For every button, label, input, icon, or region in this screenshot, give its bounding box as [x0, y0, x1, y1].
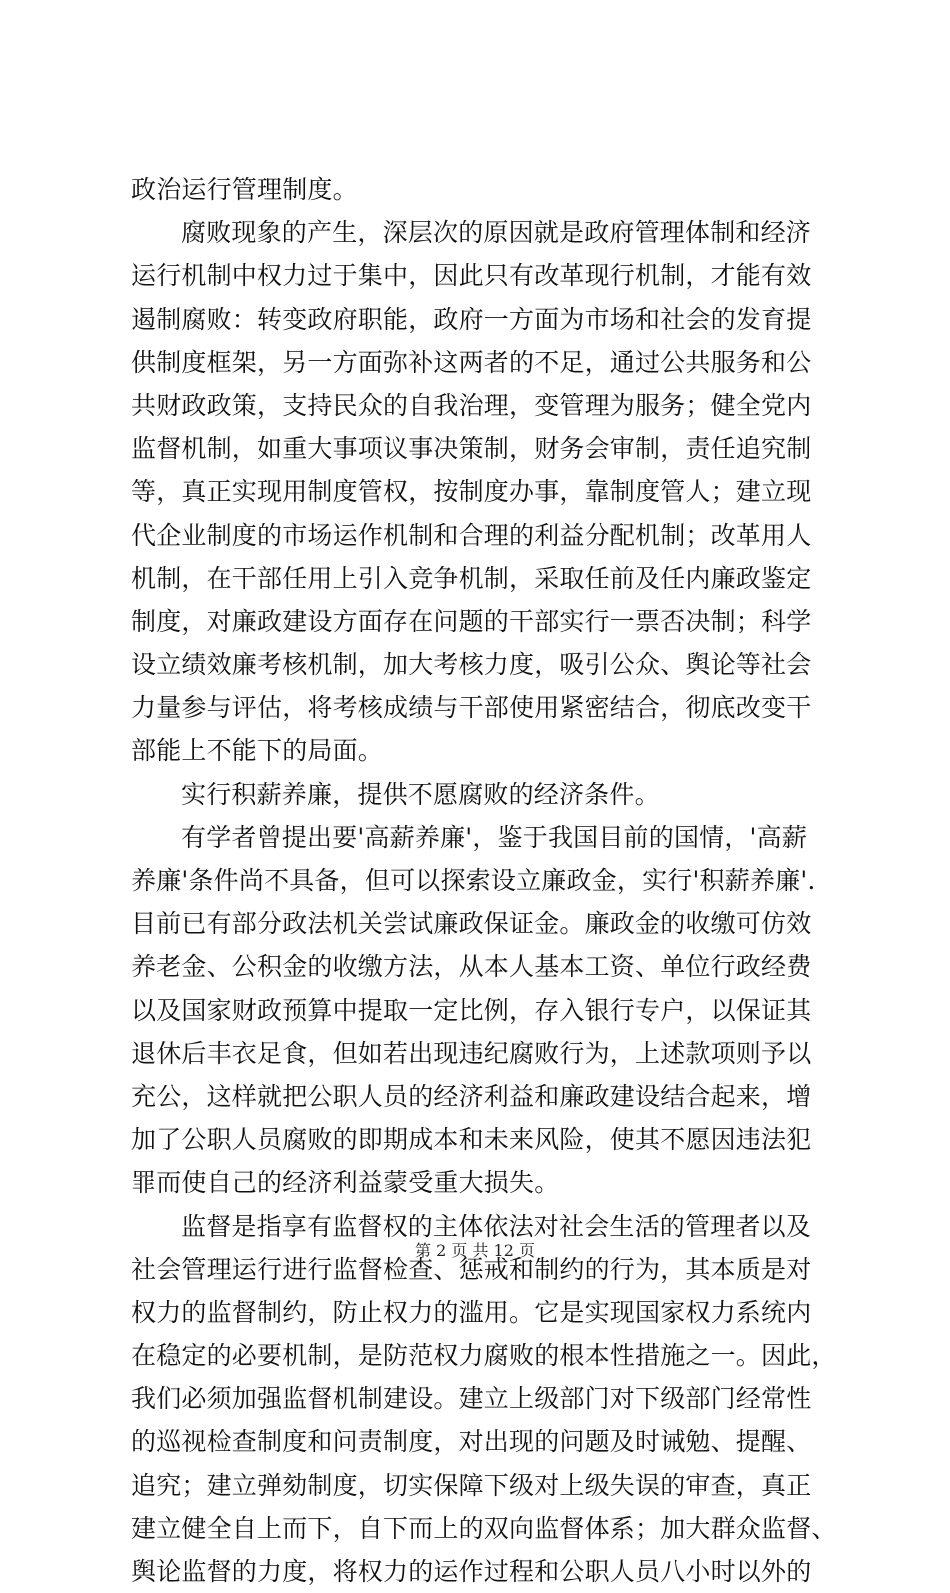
text-line: 实行积薪养廉，提供不愿腐败的经济条件。 [181, 779, 660, 809]
text-line: 代企业制度的市场运作机制和合理的利益分配机制；改革用人 [131, 520, 812, 550]
text-line: 监督机制，如重大事项议事决策制，财务会审制，责任追究制 [131, 434, 812, 464]
text-line: 加了公职人员腐败的即期成本和未来风险，使其不愿因违法犯 [131, 1125, 812, 1155]
text-line: 设立绩效廉考核机制，加大考核力度，吸引公众、舆论等社会 [131, 650, 812, 680]
text-line: 养廉'条件尚不具备，但可以探索设立廉政金，实行'积薪养廉'. [131, 866, 816, 895]
text-line: 遏制腐败：转变政府职能，政府一方面为市场和社会的发育提 [131, 304, 812, 334]
text-line: 社会管理运行进行监督检查、惩戒和制约的行为，其本质是对 [131, 1254, 812, 1284]
text-line: 养老金、公积金的收缴方法，从本人基本工资、单位行政经费 [131, 952, 812, 982]
text-line: 共财政政策，支持民众的自我治理，变管理为服务；健全党内 [131, 390, 812, 420]
text-line: 目前已有部分政法机关尝试廉政保证金。廉政金的收缴可仿效 [131, 909, 812, 939]
text-line: 退休后丰衣足食，但如若出现违纪腐败行为，上述款项则予以 [131, 1038, 812, 1068]
text-line: 等，真正实现用制度管权，按制度办事，靠制度管人；建立现 [131, 477, 812, 507]
text-line: 腐败现象的产生，深层次的原因就是政府管理体制和经济 [181, 218, 812, 248]
text-line: 制度，对廉政建设方面存在问题的干部实行一票否决制；科学 [131, 606, 812, 636]
text-line: 机制，在干部任用上引入竞争机制，采取任前及任内廉政鉴定 [131, 563, 812, 593]
text-line: 供制度框架，另一方面弥补这两者的不足，通过公共服务和公 [131, 347, 812, 377]
document-body [131, 168, 837, 1593]
text-line: 有学者曾提出要'高薪养廉'，鉴于我国目前的国情，'高薪 [181, 822, 808, 852]
text-line: 权力的监督制约，防止权力的滥用。它是实现国家权力系统内 [131, 1297, 812, 1327]
text-line: 我们必须加强监督机制建设。建立上级部门对下级部门经常性 [131, 1384, 812, 1414]
text-line: 部能上不能下的局面。 [131, 736, 384, 766]
text-line: 以及国家财政预算中提取一定比例，存入银行专户，以保证其 [131, 995, 812, 1025]
text-line: 的巡视检查制度和问责制度，对出现的问题及时诫勉、提醒、 [131, 1427, 812, 1457]
text-line: 政治运行管理制度。 [131, 175, 358, 204]
text-line: 舆论监督的力度，将权力的运作过程和公职人员八小时以外的 [131, 1557, 812, 1586]
text-line: 建立健全自上而下，自下而上的双向监督体系；加大群众监督、 [131, 1513, 837, 1543]
text-line: 充公，这样就把公职人员的经济利益和廉政建设结合起来，增 [131, 1081, 812, 1111]
text-line: 力量参与评估，将考核成绩与干部使用紧密结合，彻底改变干 [131, 693, 812, 723]
text-line: 监督是指享有监督权的主体依法对社会生活的管理者以及 [181, 1211, 812, 1241]
text-line: 运行机制中权力过于集中，因此只有改革现行机制，才能有效 [131, 261, 812, 291]
text-line: 追究；建立弹劾制度，切实保障下级对上级失误的审查，真正 [131, 1470, 812, 1500]
text-line: 罪而使自己的经济利益蒙受重大损失。 [131, 1168, 560, 1198]
page-number-footer: 第 2 页 共 12 页 [415, 1241, 535, 1260]
text-line: 在稳定的必要机制，是防范权力腐败的根本性措施之一。因此， [131, 1341, 837, 1371]
